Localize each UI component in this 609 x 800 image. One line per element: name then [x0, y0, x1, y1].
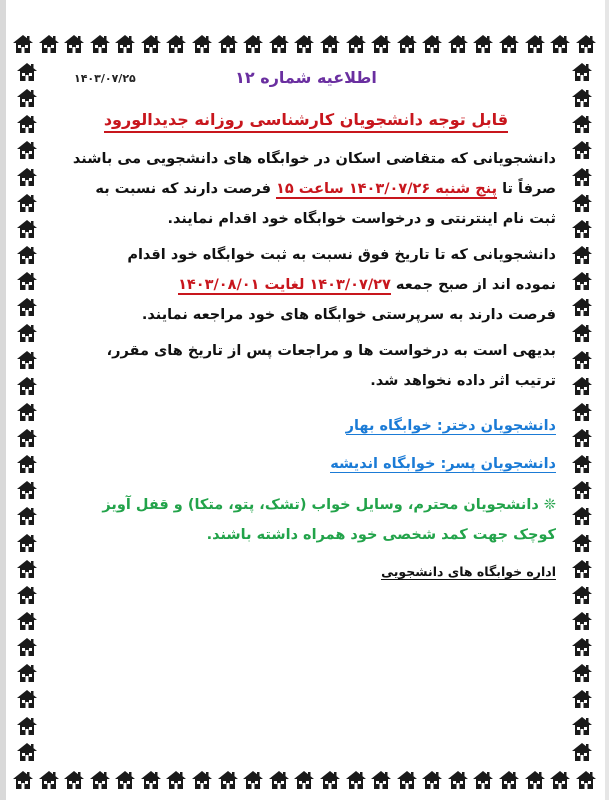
house-icon	[571, 742, 593, 762]
paragraph-line	[56, 270, 556, 300]
house-icon	[12, 34, 34, 54]
house-icon	[12, 770, 34, 790]
house-icon	[16, 689, 38, 709]
house-icon	[571, 637, 593, 657]
house-icon	[16, 585, 38, 605]
notice-content	[56, 64, 556, 754]
paragraph-line: ثبت نام اینترنتی و درخواست خوابگاه خود اقدام نمایند.	[167, 211, 556, 227]
girls-dorm-line	[56, 418, 556, 434]
border-bottom	[12, 764, 597, 790]
paragraph-line: دانشجویانی که متقاضی اسکان در خوابگاه های دانشجویی می باشند	[72, 151, 556, 167]
house-icon	[16, 480, 38, 500]
house-icon	[16, 297, 38, 317]
text-fragment: فرصت دارند که نسبت به	[95, 181, 277, 197]
house-icon	[421, 770, 443, 790]
paragraph-late-requests	[56, 336, 556, 396]
house-icon	[571, 480, 593, 500]
house-icon	[571, 402, 593, 422]
bedding-note	[56, 490, 556, 550]
house-icon	[571, 689, 593, 709]
reporting-date-range: ۱۴۰۳/۰۷/۲۷ لغایت ۱۴۰۳/۰۸/۰۱	[178, 277, 391, 293]
house-icon	[16, 219, 38, 239]
house-icon	[571, 297, 593, 317]
paragraph-line: ترتیب اثر داده نخواهد شد.	[370, 373, 556, 389]
border-top	[12, 28, 597, 54]
house-icon	[571, 88, 593, 108]
notice-subtitle-wrap	[56, 110, 556, 138]
house-icon	[16, 193, 38, 213]
house-icon	[165, 770, 187, 790]
paragraph-registration	[56, 144, 556, 234]
house-icon	[571, 585, 593, 605]
house-icon	[89, 770, 111, 790]
house-icon	[38, 770, 60, 790]
house-icon	[16, 245, 38, 265]
house-icon	[571, 611, 593, 631]
house-icon	[63, 34, 85, 54]
house-icon	[16, 716, 38, 736]
house-icon	[16, 742, 38, 762]
house-icon	[217, 770, 239, 790]
paragraph-reporting	[56, 240, 556, 330]
house-icon	[571, 663, 593, 683]
paragraph-line: دانشجویانی که تا تاریخ فوق نسبت به ثبت خوابگاه خود اقدام	[127, 247, 556, 263]
house-icon	[524, 770, 546, 790]
house-icon	[421, 34, 443, 54]
house-icon	[16, 62, 38, 82]
girls-dorm: دانشجویان دختر: خوابگاه بهار	[345, 418, 556, 434]
house-icon	[16, 428, 38, 448]
notice-subtitle: قابل توجه دانشجویان کارشناسی روزانه جدیدالورود	[104, 110, 508, 133]
house-icon	[165, 34, 187, 54]
boys-dorm: دانشجویان پسر: خوابگاه اندیشه	[330, 456, 556, 472]
house-icon	[217, 34, 239, 54]
house-icon	[571, 376, 593, 396]
notice-frame	[12, 28, 597, 792]
screen-edge-right	[605, 0, 609, 800]
house-icon	[140, 34, 162, 54]
house-icon	[16, 140, 38, 160]
signature-line	[56, 564, 556, 579]
house-icon	[114, 770, 136, 790]
house-icon	[16, 323, 38, 343]
house-icon	[571, 454, 593, 474]
house-icon	[16, 271, 38, 291]
house-icon	[571, 193, 593, 213]
house-icon	[571, 140, 593, 160]
house-icon	[370, 34, 392, 54]
house-icon	[447, 770, 469, 790]
house-icon	[319, 34, 341, 54]
house-icon	[571, 506, 593, 526]
house-icon	[472, 34, 494, 54]
note-line: کوچک جهت کمد شخصی خود همراه داشته باشند.	[206, 527, 556, 543]
border-right	[569, 62, 595, 762]
house-icon	[571, 559, 593, 579]
house-icon	[571, 350, 593, 370]
house-icon	[571, 323, 593, 343]
house-icon	[16, 402, 38, 422]
house-icon	[242, 770, 264, 790]
house-icon	[191, 770, 213, 790]
house-icon	[16, 506, 38, 526]
house-icon	[293, 770, 315, 790]
house-icon	[16, 663, 38, 683]
house-icon	[191, 34, 213, 54]
house-icon	[524, 34, 546, 54]
border-left	[14, 62, 40, 762]
text-fragment: صرفاً تا	[497, 181, 556, 197]
house-icon	[16, 88, 38, 108]
paragraph-line: فرصت دارند به سرپرستی خوابگاه های خود مراجعه نمایند.	[141, 307, 556, 323]
house-icon	[575, 770, 597, 790]
house-icon	[396, 770, 418, 790]
house-icon	[571, 167, 593, 187]
house-icon	[140, 770, 162, 790]
note-line: ❊ دانشجویان محترم، وسایل خواب (تشک، پتو، متکا) و قفل آویز	[102, 497, 556, 513]
paragraph-line	[56, 174, 556, 204]
house-icon	[38, 34, 60, 54]
house-icon	[498, 34, 520, 54]
house-icon	[16, 350, 38, 370]
house-icon	[571, 219, 593, 239]
notice-date: ۱۴۰۳/۰۷/۲۵	[74, 72, 136, 85]
house-icon	[571, 271, 593, 291]
screen-edge-left	[0, 0, 6, 800]
house-icon	[498, 770, 520, 790]
house-icon	[319, 770, 341, 790]
house-icon	[293, 34, 315, 54]
house-icon	[345, 34, 367, 54]
house-icon	[16, 533, 38, 553]
paragraph-line: بدیهی است به درخواست ها و مراجعات پس از تاریخ های مقرر،	[106, 343, 556, 359]
house-icon	[16, 637, 38, 657]
house-icon	[16, 167, 38, 187]
house-icon	[571, 428, 593, 448]
signature: اداره خوابگاه های دانشجویی	[381, 564, 556, 579]
house-icon	[268, 770, 290, 790]
house-icon	[16, 559, 38, 579]
house-icon	[16, 611, 38, 631]
house-icon	[242, 34, 264, 54]
text-fragment: نموده اند از صبح جمعه	[390, 277, 556, 293]
deadline-date: پنج شنبه ۱۴۰۳/۰۷/۲۶ ساعت ۱۵	[276, 181, 498, 197]
house-icon	[16, 114, 38, 134]
house-icon	[571, 62, 593, 82]
house-icon	[370, 770, 392, 790]
house-icon	[571, 533, 593, 553]
house-icon	[63, 770, 85, 790]
house-icon	[396, 34, 418, 54]
house-icon	[571, 716, 593, 736]
notice-title: اطلاعیه شماره ۱۲	[235, 68, 377, 87]
house-icon	[89, 34, 111, 54]
house-icon	[16, 376, 38, 396]
house-icon	[549, 34, 571, 54]
boys-dorm-line	[56, 456, 556, 472]
house-icon	[16, 454, 38, 474]
house-icon	[345, 770, 367, 790]
house-icon	[268, 34, 290, 54]
house-icon	[447, 34, 469, 54]
house-icon	[472, 770, 494, 790]
house-icon	[571, 245, 593, 265]
house-icon	[575, 34, 597, 54]
house-icon	[549, 770, 571, 790]
house-icon	[571, 114, 593, 134]
house-icon	[114, 34, 136, 54]
